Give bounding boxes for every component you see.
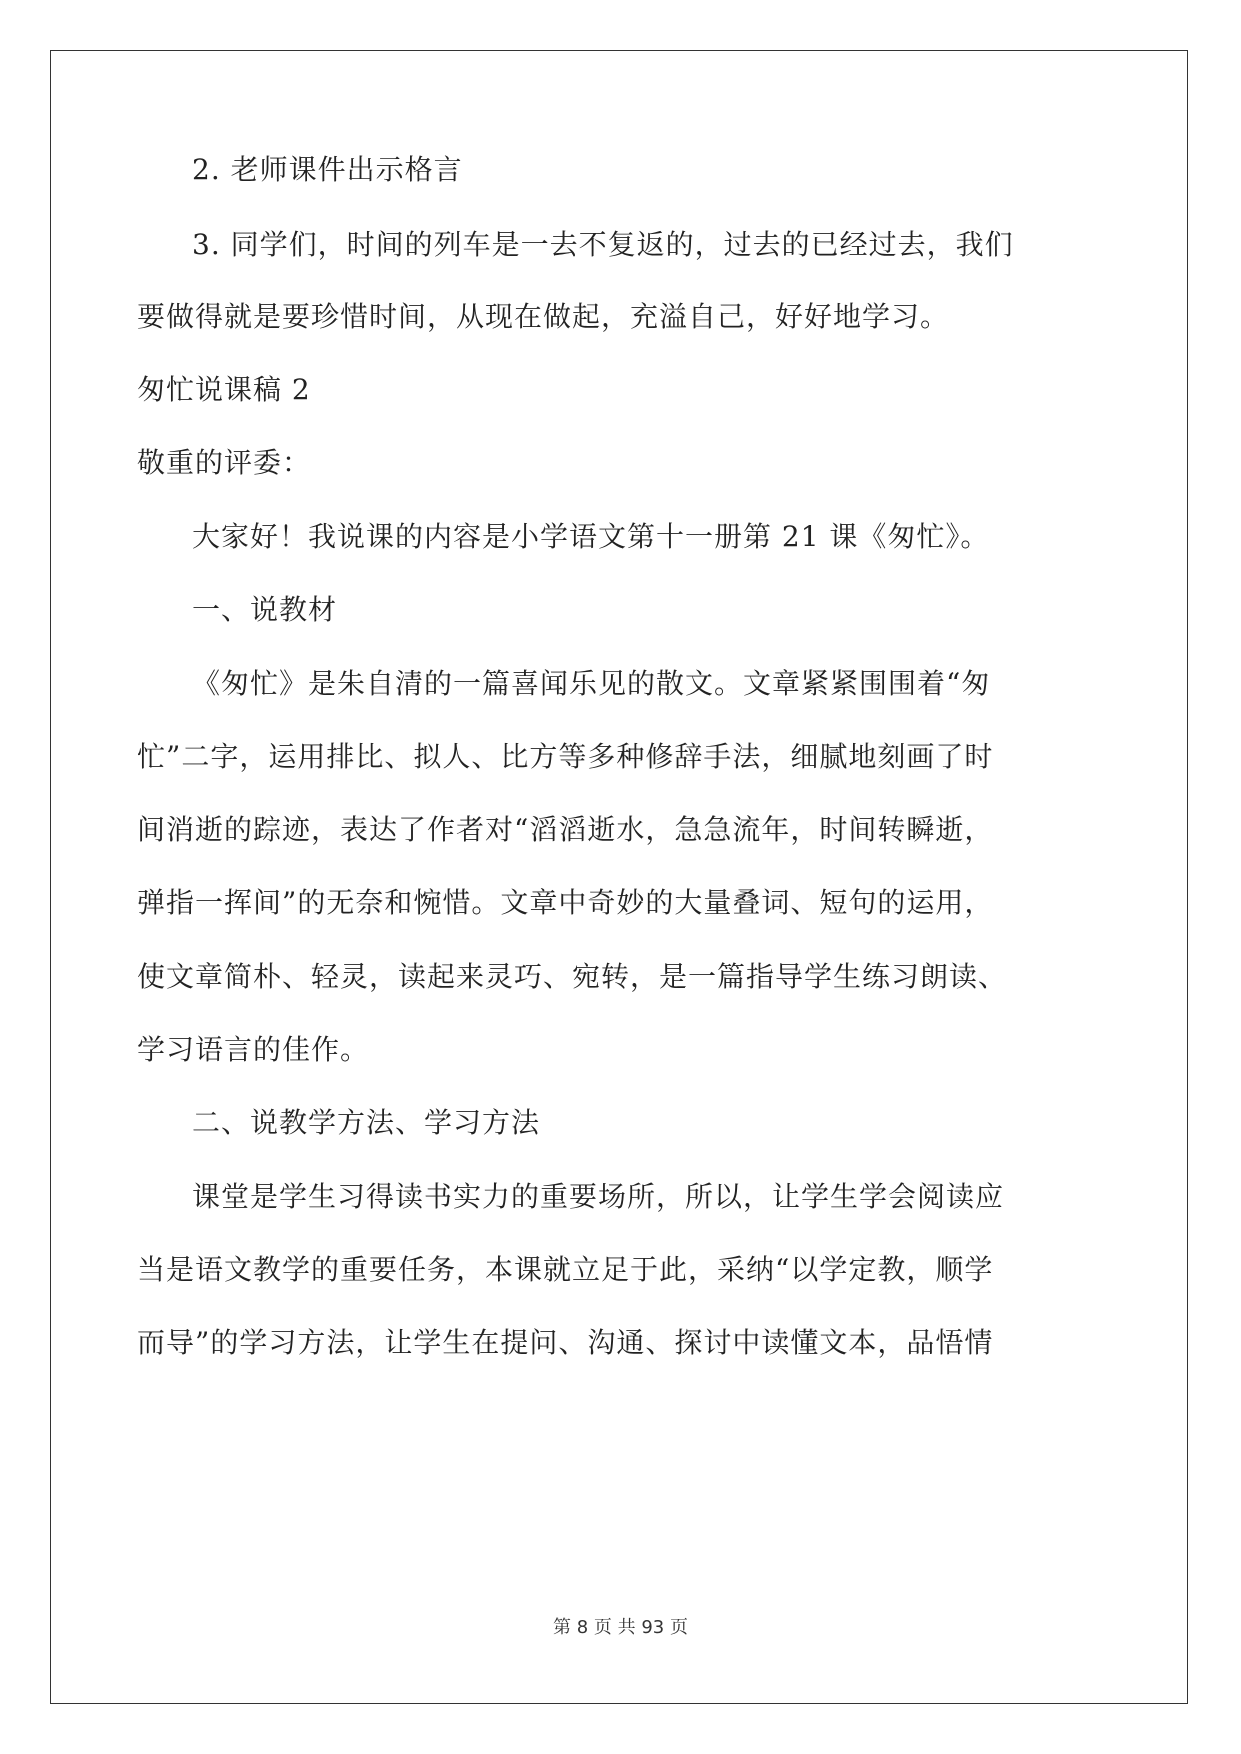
body-line: 课堂是学生习得读书实力的重要场所，所以，让学生学会阅读应 [192, 1180, 1005, 1213]
section-heading: 一、说教材 [192, 593, 338, 626]
body-line: 《匆忙》是朱自清的一篇喜闻乐见的散文。文章紧紧围围着“匆 [192, 667, 991, 700]
page-number-footer: 第 8 页 共 93 页 [553, 1617, 688, 1638]
body-line: 3. 同学们，时间的列车是一去不复返的，过去的已经过去，我们 [192, 228, 1014, 261]
body-line: 学习语言的佳作。 [137, 1033, 370, 1066]
section-heading: 匆忙说课稿 2 [137, 373, 311, 406]
body-line: 大家好！我说课的内容是小学语文第十一册第 21 课《匆忙》。 [192, 520, 990, 553]
body-line: 而导”的学习方法，让学生在提问、沟通、探讨中读懂文本，品悟情 [137, 1326, 994, 1359]
body-line: 2. 老师课件出示格言 [192, 153, 463, 186]
body-line: 要做得就是要珍惜时间，从现在做起，充溢自己，好好地学习。 [137, 300, 950, 333]
body-line: 使文章简朴、轻灵，读起来灵巧、宛转，是一篇指导学生练习朗读、 [137, 960, 1008, 993]
body-line: 间消逝的踪迹，表达了作者对“滔滔逝水，急急流年，时间转瞬逝， [137, 813, 994, 846]
section-heading: 二、说教学方法、学习方法 [192, 1106, 541, 1139]
body-line: 忙”二字，运用排比、拟人、比方等多种修辞手法，细腻地刻画了时 [137, 740, 994, 773]
body-line: 弹指一挥间”的无奈和惋惜。文章中奇妙的大量叠词、短句的运用， [137, 886, 994, 919]
body-line: 当是语文教学的重要任务，本课就立足于此，采纳“以学定教，顺学 [137, 1253, 994, 1286]
body-line: 敬重的评委： [137, 446, 312, 479]
